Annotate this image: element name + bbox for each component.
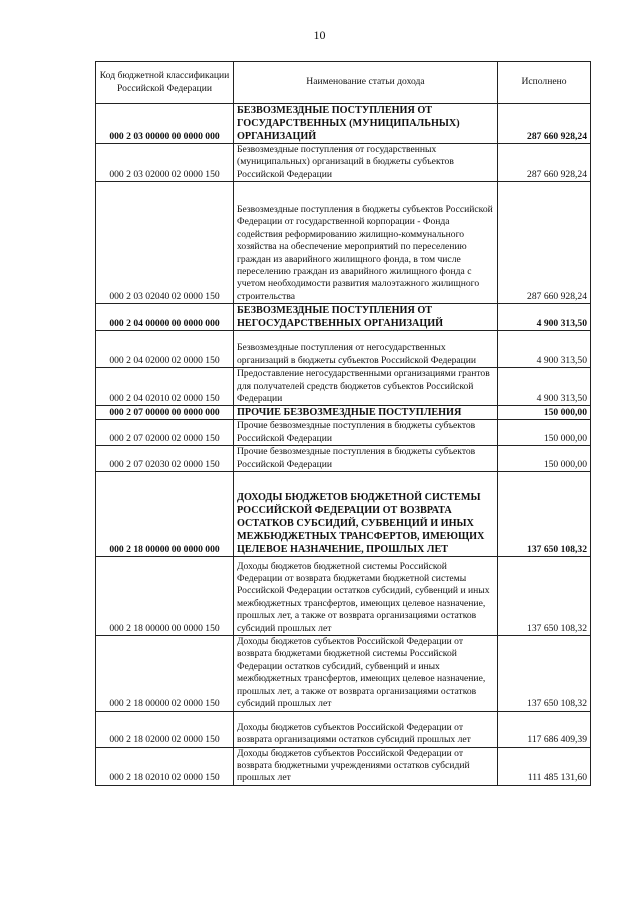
table-row [96,104,591,144]
code-cell: 000 2 18 02000 02 0000 150 [96,711,234,747]
table-row [96,446,591,472]
header-name: Наименование статьи дохода [234,62,498,104]
executed-cell: 4 900 313,50 [498,368,591,406]
code-cell: 000 2 04 02000 02 0000 150 [96,331,234,368]
executed-cell: 150 000,00 [498,406,591,420]
code-cell: 000 2 18 00000 00 0000 000 [96,472,234,557]
executed-cell: 137 650 108,32 [498,557,591,636]
table-row [96,304,591,331]
code-cell: 000 2 18 00000 00 0000 150 [96,557,234,636]
name-cell: ДОХОДЫ БЮДЖЕТОВ БЮДЖЕТНОЙ СИСТЕМЫ РОССИЙСКОЙ ФЕДЕРАЦИИ ОТ ВОЗВРАТА ОСТАТКОВ СУБСИДИЙ, СУБВЕНЦИЙ И ИНЫХ МЕЖБЮДЖЕТНЫХ ТРАНСФЕРТОВ, ИМЕЮЩИХ ЦЕЛЕВОЕ НАЗНАЧЕНИЕ, ПРОШЛЫХ ЛЕТ [234,472,498,557]
table-header-row [96,62,591,104]
executed-cell: 150 000,00 [498,420,591,446]
executed-cell: 137 650 108,32 [498,472,591,557]
code-cell: 000 2 07 02030 02 0000 150 [96,446,234,472]
name-cell: Прочие безвозмездные поступления в бюджеты субъектов Российской Федерации [234,446,498,472]
name-cell: БЕЗВОЗМЕЗДНЫЕ ПОСТУПЛЕНИЯ ОТ НЕГОСУДАРСТВЕННЫХ ОРГАНИЗАЦИЙ [234,304,498,331]
name-cell: БЕЗВОЗМЕЗДНЫЕ ПОСТУПЛЕНИЯ ОТ ГОСУДАРСТВЕННЫХ (МУНИЦИПАЛЬНЫХ) ОРГАНИЗАЦИЙ [234,104,498,144]
table-row [96,747,591,785]
table-row [96,144,591,182]
executed-cell: 287 660 928,24 [498,144,591,182]
table-row [96,557,591,636]
executed-cell: 111 485 131,60 [498,747,591,785]
header-executed: Исполнено [498,62,591,104]
name-cell: Доходы бюджетов бюджетной системы Российской Федерации от возврата бюджетами бюджетной системы Российской Федерации остатков субсидий, субвенций и иных межбюджетных трансфертов, имеющих целевое назначение, прошлых лет, а также от возврата организациями остатков субсидий прошлых лет [234,557,498,636]
name-cell: Доходы бюджетов субъектов Российской Федерации от возврата организациями остатков субсидий прошлых лет [234,711,498,747]
table-row [96,711,591,747]
executed-cell: 150 000,00 [498,446,591,472]
name-cell: Безвозмездные поступления от государственных (муниципальных) организаций в бюджеты субъектов Российской Федерации [234,144,498,182]
executed-cell: 4 900 313,50 [498,331,591,368]
code-cell: 000 2 03 02000 02 0000 150 [96,144,234,182]
page-number: 10 [313,28,326,42]
name-cell: Доходы бюджетов субъектов Российской Федерации от возврата бюджетными учреждениями остатков субсидий прошлых лет [234,747,498,785]
executed-cell: 4 900 313,50 [498,304,591,331]
name-cell: Предоставление негосударственными организациями грантов для получателей средств бюджетов субъектов Российской Федерации [234,368,498,406]
executed-cell: 287 660 928,24 [498,182,591,304]
executed-cell: 117 686 409,39 [498,711,591,747]
code-cell: 000 2 03 02040 02 0000 150 [96,182,234,304]
code-cell: 000 2 03 00000 00 0000 000 [96,104,234,144]
code-cell: 000 2 18 02010 02 0000 150 [96,747,234,785]
code-cell: 000 2 18 00000 02 0000 150 [96,636,234,711]
table-row [96,472,591,557]
name-cell: Прочие безвозмездные поступления в бюджеты субъектов Российской Федерации [234,420,498,446]
table-row [96,406,591,420]
code-cell: 000 2 04 00000 00 0000 000 [96,304,234,331]
code-cell: 000 2 07 00000 00 0000 000 [96,406,234,420]
name-cell: Безвозмездные поступления в бюджеты субъектов Российской Федерации от государственной корпорации - Фонда содействия реформированию жилищно-коммунального хозяйства на обеспечение мероприятий по переселению граждан из аварийного жилищного фонда, в том числе переселению граждан из аварийного жилищного фонда с учетом необходимости развития малоэтажного жилищного строительства [234,182,498,304]
name-cell: ПРОЧИЕ БЕЗВОЗМЕЗДНЫЕ ПОСТУПЛЕНИЯ [234,406,498,420]
table-row [96,420,591,446]
name-cell: Доходы бюджетов субъектов Российской Федерации от возврата бюджетами бюджетной системы Российской Федерации остатков субсидий, субвенций и иных межбюджетных трансфертов, имеющих целевое назначение, прошлых лет, а также от возврата организациями остатков субсидий прошлых лет [234,636,498,711]
budget-income-table [95,61,591,786]
executed-cell: 287 660 928,24 [498,104,591,144]
name-cell: Безвозмездные поступления от негосударственных организаций в бюджеты субъектов Российской Федерации [234,331,498,368]
code-cell: 000 2 07 02000 02 0000 150 [96,420,234,446]
executed-cell: 137 650 108,32 [498,636,591,711]
table-row [96,182,591,304]
table-row [96,368,591,406]
header-code: Код бюджетной классификации Российской Федерации [96,62,234,104]
table-row [96,331,591,368]
table-row [96,636,591,711]
code-cell: 000 2 04 02010 02 0000 150 [96,368,234,406]
